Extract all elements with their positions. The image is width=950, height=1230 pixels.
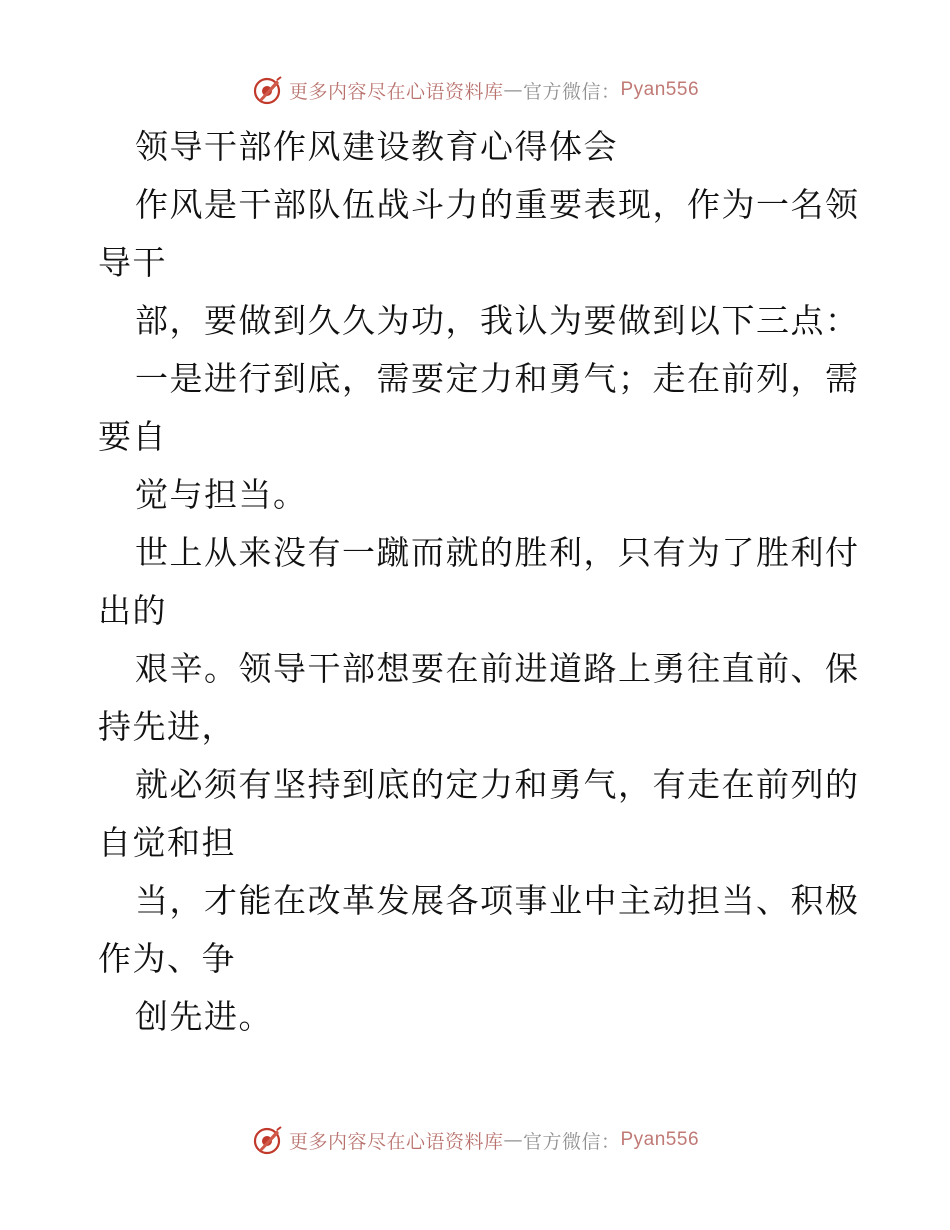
paragraph-line: 作风是干部队伍战斗力的重要表现，作为一名领: [135, 185, 860, 224]
document-body: [98, 118, 858, 1046]
paragraph-line: 作为、争: [98, 939, 236, 978]
paragraph-line: 觉与担当。: [135, 475, 308, 514]
watermark-dash: —: [503, 1129, 523, 1151]
paragraph-line: 自觉和担: [98, 823, 236, 862]
header-watermark: [0, 72, 950, 108]
paragraph-line: 出的: [98, 591, 167, 630]
paragraph-line: 当，才能在改革发展各项事业中主动担当、积极: [135, 881, 860, 920]
document-title: 领导干部作风建设教育心得体会: [135, 127, 618, 166]
paragraph-line: 持先进，: [98, 707, 236, 746]
watermark-wechat-id: Pyan556: [620, 1129, 700, 1150]
quill-logo-icon: [251, 74, 283, 106]
paragraph-line: 世上从来没有一蹴而就的胜利，只有为了胜利付: [135, 533, 860, 572]
paragraph-line: 艰辛。领导干部想要在前进道路上勇往直前、保: [135, 649, 860, 688]
watermark-wechat-id: Pyan556: [620, 79, 700, 100]
paragraph-line: 导干: [98, 243, 167, 282]
paragraph-line: 要自: [98, 417, 167, 456]
watermark-dash: —: [503, 79, 523, 101]
paragraph-line: 创先进。: [135, 997, 273, 1036]
watermark-official-label: 官方微信：: [522, 80, 621, 103]
footer-watermark: [0, 1122, 950, 1158]
paragraph-line: 一是进行到底，需要定力和勇气；走在前列，需: [135, 359, 860, 398]
watermark-site-text: 更多内容尽在心语资料库: [288, 1130, 504, 1153]
quill-logo-icon: [251, 1124, 283, 1156]
document-lines: [98, 176, 858, 1046]
paragraph-line: 就必须有坚持到底的定力和勇气，有走在前列的: [135, 765, 860, 804]
watermark-site-text: 更多内容尽在心语资料库: [288, 80, 504, 103]
paragraph-line: 部，要做到久久为功，我认为要做到以下三点：: [135, 301, 860, 340]
watermark-official-label: 官方微信：: [522, 1130, 621, 1153]
